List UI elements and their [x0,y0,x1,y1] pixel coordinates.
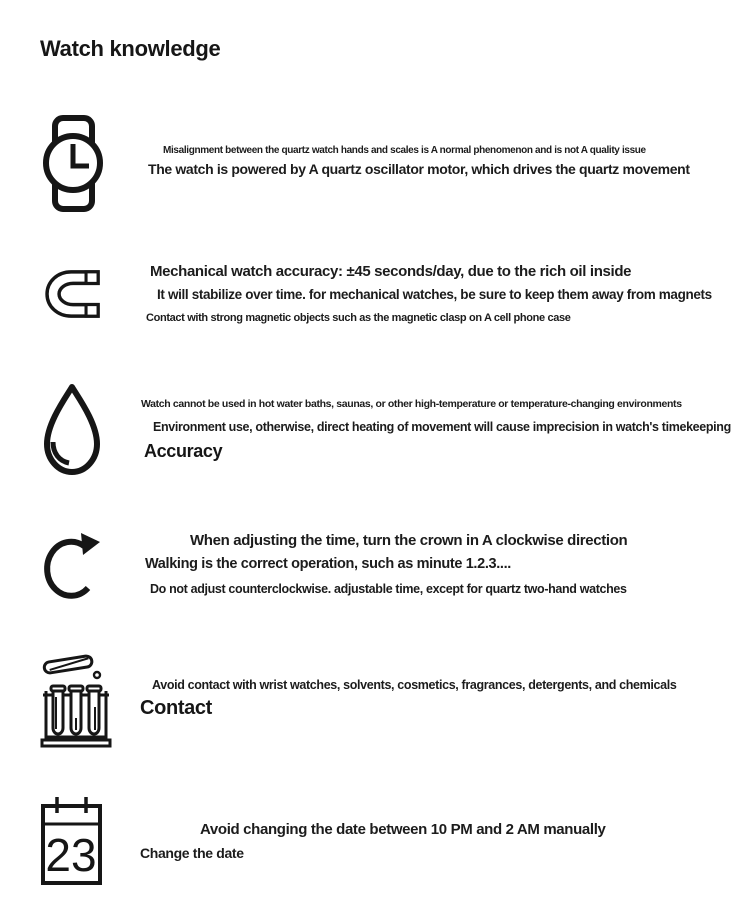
page-title: Watch knowledge [40,36,221,61]
date-main-line: Avoid changing the date between 10 PM and 2 AM manually [200,821,606,838]
temperature-sub-line: Environment use, otherwise, direct heating of movement will cause imprecision in watch's timekeeping [153,420,731,434]
calendar-day: 23 [45,829,97,881]
accuracy-heading: Accuracy [144,441,223,461]
magnet-main-line: Mechanical watch accuracy: ±45 seconds/day, due to the rich oil inside [150,263,632,280]
calendar-icon [40,795,103,886]
section-magnetism [0,260,750,335]
test-tubes-icon [40,651,112,748]
adjust-sub-line: Walking is the correct operation, such as minute 1.2.3.... [145,556,511,572]
quartz-note-line: Misalignment between the quartz watch hands and scales is A normal phenomenon and is not A quality issue [163,145,646,156]
contact-heading: Contact [140,697,212,719]
temperature-note-line: Watch cannot be used in hot water baths, saunas, or other high-temperature or temperature-changing environments [141,398,682,410]
section-quartz-movement [0,115,750,215]
magnet-icon [44,268,104,320]
adjust-main-line: When adjusting the time, turn the crown in A clockwise direction [190,532,628,549]
section-temperature [0,382,750,482]
section-time-adjustment [0,525,750,607]
watch-icon [42,115,104,212]
quartz-main-line: The watch is powered by A quartz oscillator motor, which drives the quartz movement [148,161,690,177]
magnet-note-line: Contact with strong magnetic objects such as the magnetic clasp on A cell phone case [146,312,571,324]
date-sub-line: Change the date [140,845,244,861]
chemicals-note-line: Avoid contact with wrist watches, solvents, cosmetics, fragrances, detergents, and chemicals [152,678,677,692]
magnet-sub-line: It will stabilize over time. for mechanical watches, be sure to keep them away from magnets [157,287,712,302]
water-drop-icon [40,383,104,478]
clockwise-rotation-icon [42,528,104,604]
adjust-note-line: Do not adjust counterclockwise. adjustable time, except for quartz two-hand watches [150,582,627,596]
section-chemicals [0,645,750,750]
section-date-change [0,793,750,889]
